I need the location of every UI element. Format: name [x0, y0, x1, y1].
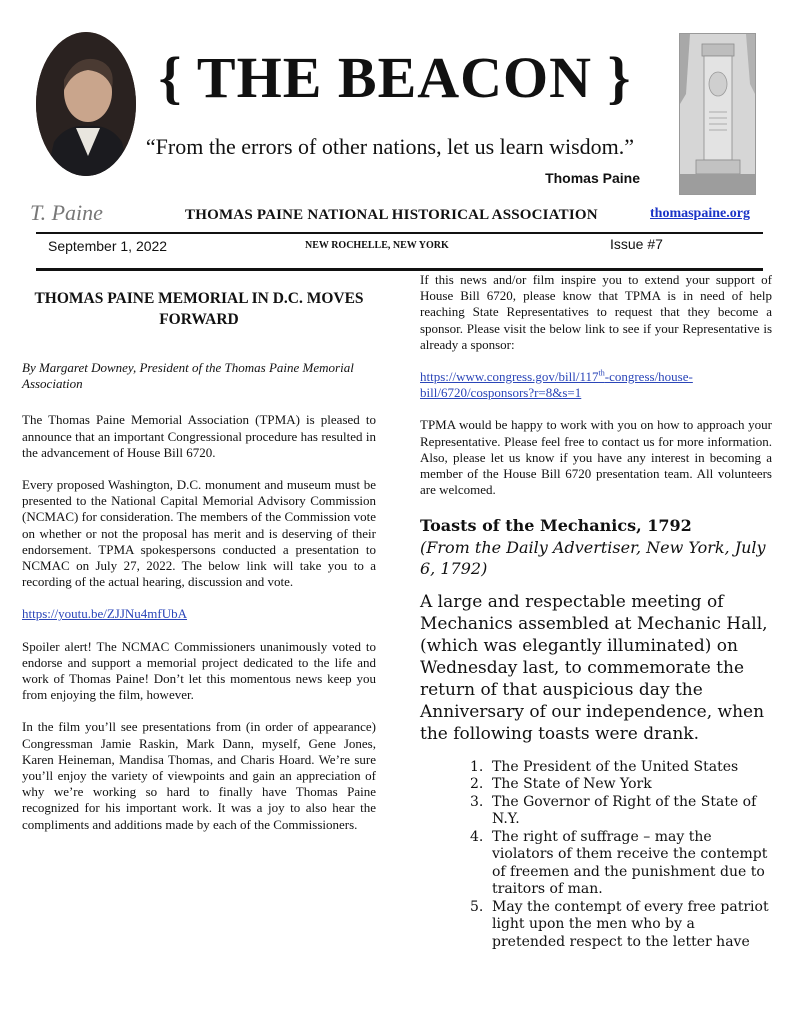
toasts-intro: A large and respectable meeting of Mechanics assembled at Mechanic Hall, (which was elegantly illuminated) on Wednesday last, to commemorate the return of that auspicious day the Anniversary of our independence, when the following toasts were drank.	[420, 591, 768, 744]
motto-quote: “From the errors of other nations, let us learn wisdom.”	[145, 134, 635, 159]
motto-author: Thomas Paine	[545, 170, 640, 186]
association-name: THOMAS PAINE NATIONAL HISTORICAL ASSOCIATION	[185, 207, 598, 223]
article-byline: By Margaret Downey, President of the Thomas Paine Memorial Association	[22, 360, 354, 392]
issue-date: September 1, 2022	[48, 238, 168, 254]
paine-signature: T. Paine	[30, 200, 103, 225]
article-paragraph: In the film you’ll see presentations from (in order of appearance) Congressman Jamie Raskin, Mark Dann, myself, Gene Jones, Karen Heineman, Mandisa Thomas, and Charis Hoard. We’re sure you’ll enjoy the variety of viewpoints and gain an appreciation of why we’re working so hard to finally have Thomas Paine recognized for his important work. It was a joy to also hear the compliments and additions made by each of the Commissioners.	[22, 719, 376, 832]
article-paragraph: The Thomas Paine Memorial Association (TPMA) is pleased to announce that an important Congressional procedure has resulted in the advancement of House Bill 6720.	[22, 412, 376, 460]
toasts-source: (From the Daily Advertiser, New York, July 6, 1792)	[420, 537, 766, 578]
article-headline: THOMAS PAINE MEMORIAL IN D.C. MOVES FORWARD	[34, 290, 364, 328]
newsletter-title: { THE BEACON }	[158, 45, 632, 110]
list-item: 1. The President of the United States	[470, 758, 739, 775]
congress-cosponsors-link[interactable]: https://www.congress.gov/bill/117th-congress/house-bill/6720/cosponsors?r=8&s=1	[420, 368, 693, 401]
issue-number: Issue #7	[610, 236, 663, 252]
list-item: 2. The State of New York	[470, 776, 652, 793]
header-divider	[36, 232, 763, 234]
article-paragraph: Every proposed Washington, D.C. monument and museum must be presented to the National Capital Memorial Advisory Commission (NCMAC) for consideration. The members of the Commission vote on whether or not the proposal has merit and is deserving of their endorsement. TPMA spokespersons conducted a presentation to NCMAC on July 27, 2022. The below link will take you to a recording of the actual hearing, discussion and vote.	[22, 477, 376, 590]
article-paragraph: TPMA would be happy to work with you on how to approach your Representative. Please feel free to contact us for more information. Also, please let us know if you have any interest in becoming a member of the House Bill 6720 presentation team. All volunteers are welcomed.	[420, 417, 772, 498]
thomas-paine-portrait	[36, 32, 136, 176]
right-column	[420, 272, 772, 951]
article-paragraph: If this news and/or film inspire you to extend your support of House Bill 6720, please know that TPMA is in need of help reaching State Representatives to request that they become a sponsor. Please visit the below link to see if your Representative is already a sponsor:	[420, 272, 772, 352]
toasts-list	[420, 759, 772, 952]
left-column	[22, 288, 376, 849]
section-divider	[36, 268, 763, 271]
list-item: 3. The Governor of Right of the State of N.Y.	[470, 793, 757, 828]
article-paragraph: Spoiler alert! The NCMAC Commissioners unanimously voted to endorse and support a memorial project dedicated to the life and work of Thomas Paine! Don’t let this momentous news keep you from enjoying the film, however.	[22, 638, 376, 703]
issue-location: NEW ROCHELLE, NEW YORK	[305, 240, 449, 251]
list-item: 5. May the contempt of every free patriot light upon the men who by a pretended respect to the letter have	[470, 898, 769, 950]
youtube-video-link[interactable]: https://youtu.be/ZJJNu4mfUbA	[22, 606, 188, 622]
paine-monument-photo	[679, 33, 756, 195]
toasts-heading: Toasts of the Mechanics, 1792	[420, 516, 692, 536]
website-link[interactable]: thomaspaine.org	[650, 206, 750, 221]
list-item: 4. The right of suffrage – may the violators of them receive the contempt of freemen and the punishment due to traitors of man.	[470, 828, 768, 898]
